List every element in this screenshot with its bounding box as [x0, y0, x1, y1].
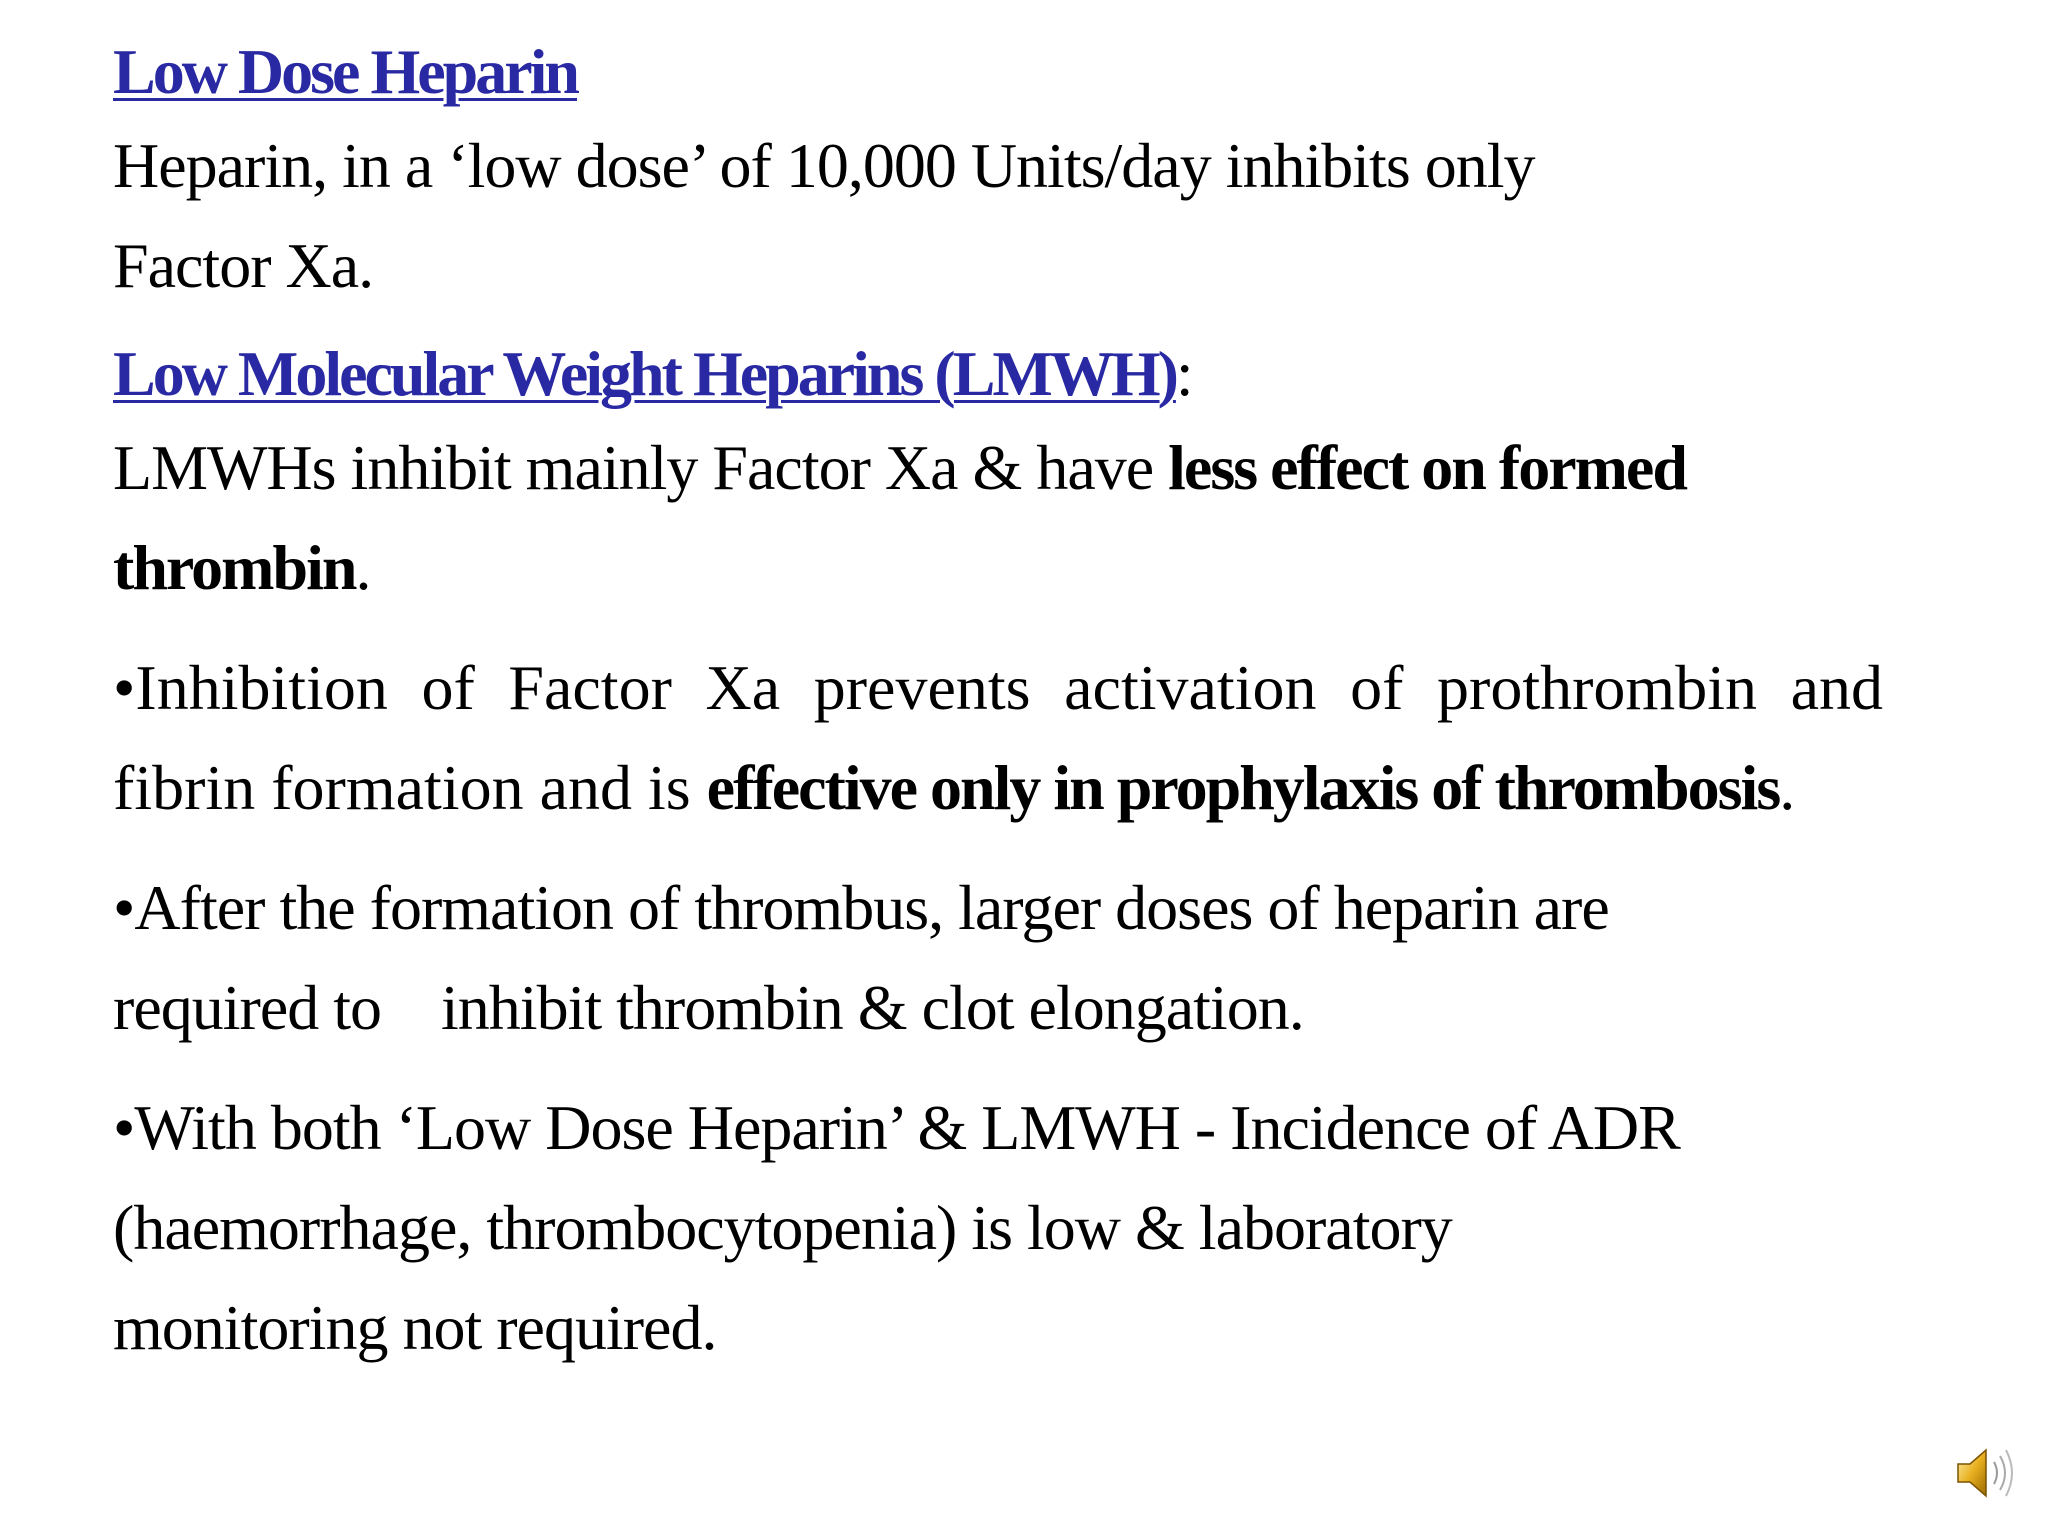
speaker-icon-svg	[1950, 1438, 2020, 1508]
speaker-icon[interactable]	[1950, 1438, 2020, 1508]
lmwh-link[interactable]: Low Molecular Weight Heparins (LMWH)	[113, 338, 1176, 409]
lmwh-end: .	[355, 532, 371, 603]
low-dose-line-2: Factor Xa.	[113, 230, 374, 301]
bullet-thrombus	[113, 858, 1883, 1058]
low-dose-heparin-text	[113, 116, 1883, 316]
low-dose-line-1: Heparin, in a ‘low dose’ of 10,000 Units/day inhibits only	[113, 130, 1535, 201]
bullet-factor-xa	[113, 638, 1883, 838]
lmwh-bold-b: thrombin	[113, 532, 356, 603]
lmwh-text-a: LMWHs inhibit mainly Factor Xa & have	[113, 432, 1169, 503]
lmwh-heading-colon: :	[1175, 338, 1194, 409]
bullet1-end: .	[1779, 752, 1796, 823]
bullet2-line-2: required to inhibit thrombin & clot elongation.	[113, 972, 1304, 1043]
bullet3-line-3: monitoring not required.	[113, 1292, 717, 1363]
lmwh-text	[113, 418, 1883, 618]
heading-lmwh	[113, 330, 1883, 418]
bullet3-line-2: (haemorrhage, thrombocytopenia) is low & laboratory	[113, 1192, 1452, 1263]
heading-low-dose-heparin	[113, 28, 1883, 116]
low-dose-heparin-link[interactable]: Low Dose Heparin	[113, 36, 577, 107]
slide-content	[113, 28, 1883, 1378]
bullet-adr	[113, 1078, 1883, 1378]
lmwh-bold-a: less effect on formed	[1168, 432, 1686, 503]
bullet3-line-1: •With both ‘Low Dose Heparin’ & LMWH - Incidence of ADR	[113, 1092, 1680, 1163]
bullet1-text: •Inhibition of Factor Xa prevents activation of prothrombin and fibrin formation and is	[113, 652, 1883, 823]
bullet2-line-1: •After the formation of thrombus, larger doses of heparin are	[113, 872, 1609, 943]
bullet1-bold: effective only in prophylaxis of thrombosis	[706, 752, 1780, 823]
